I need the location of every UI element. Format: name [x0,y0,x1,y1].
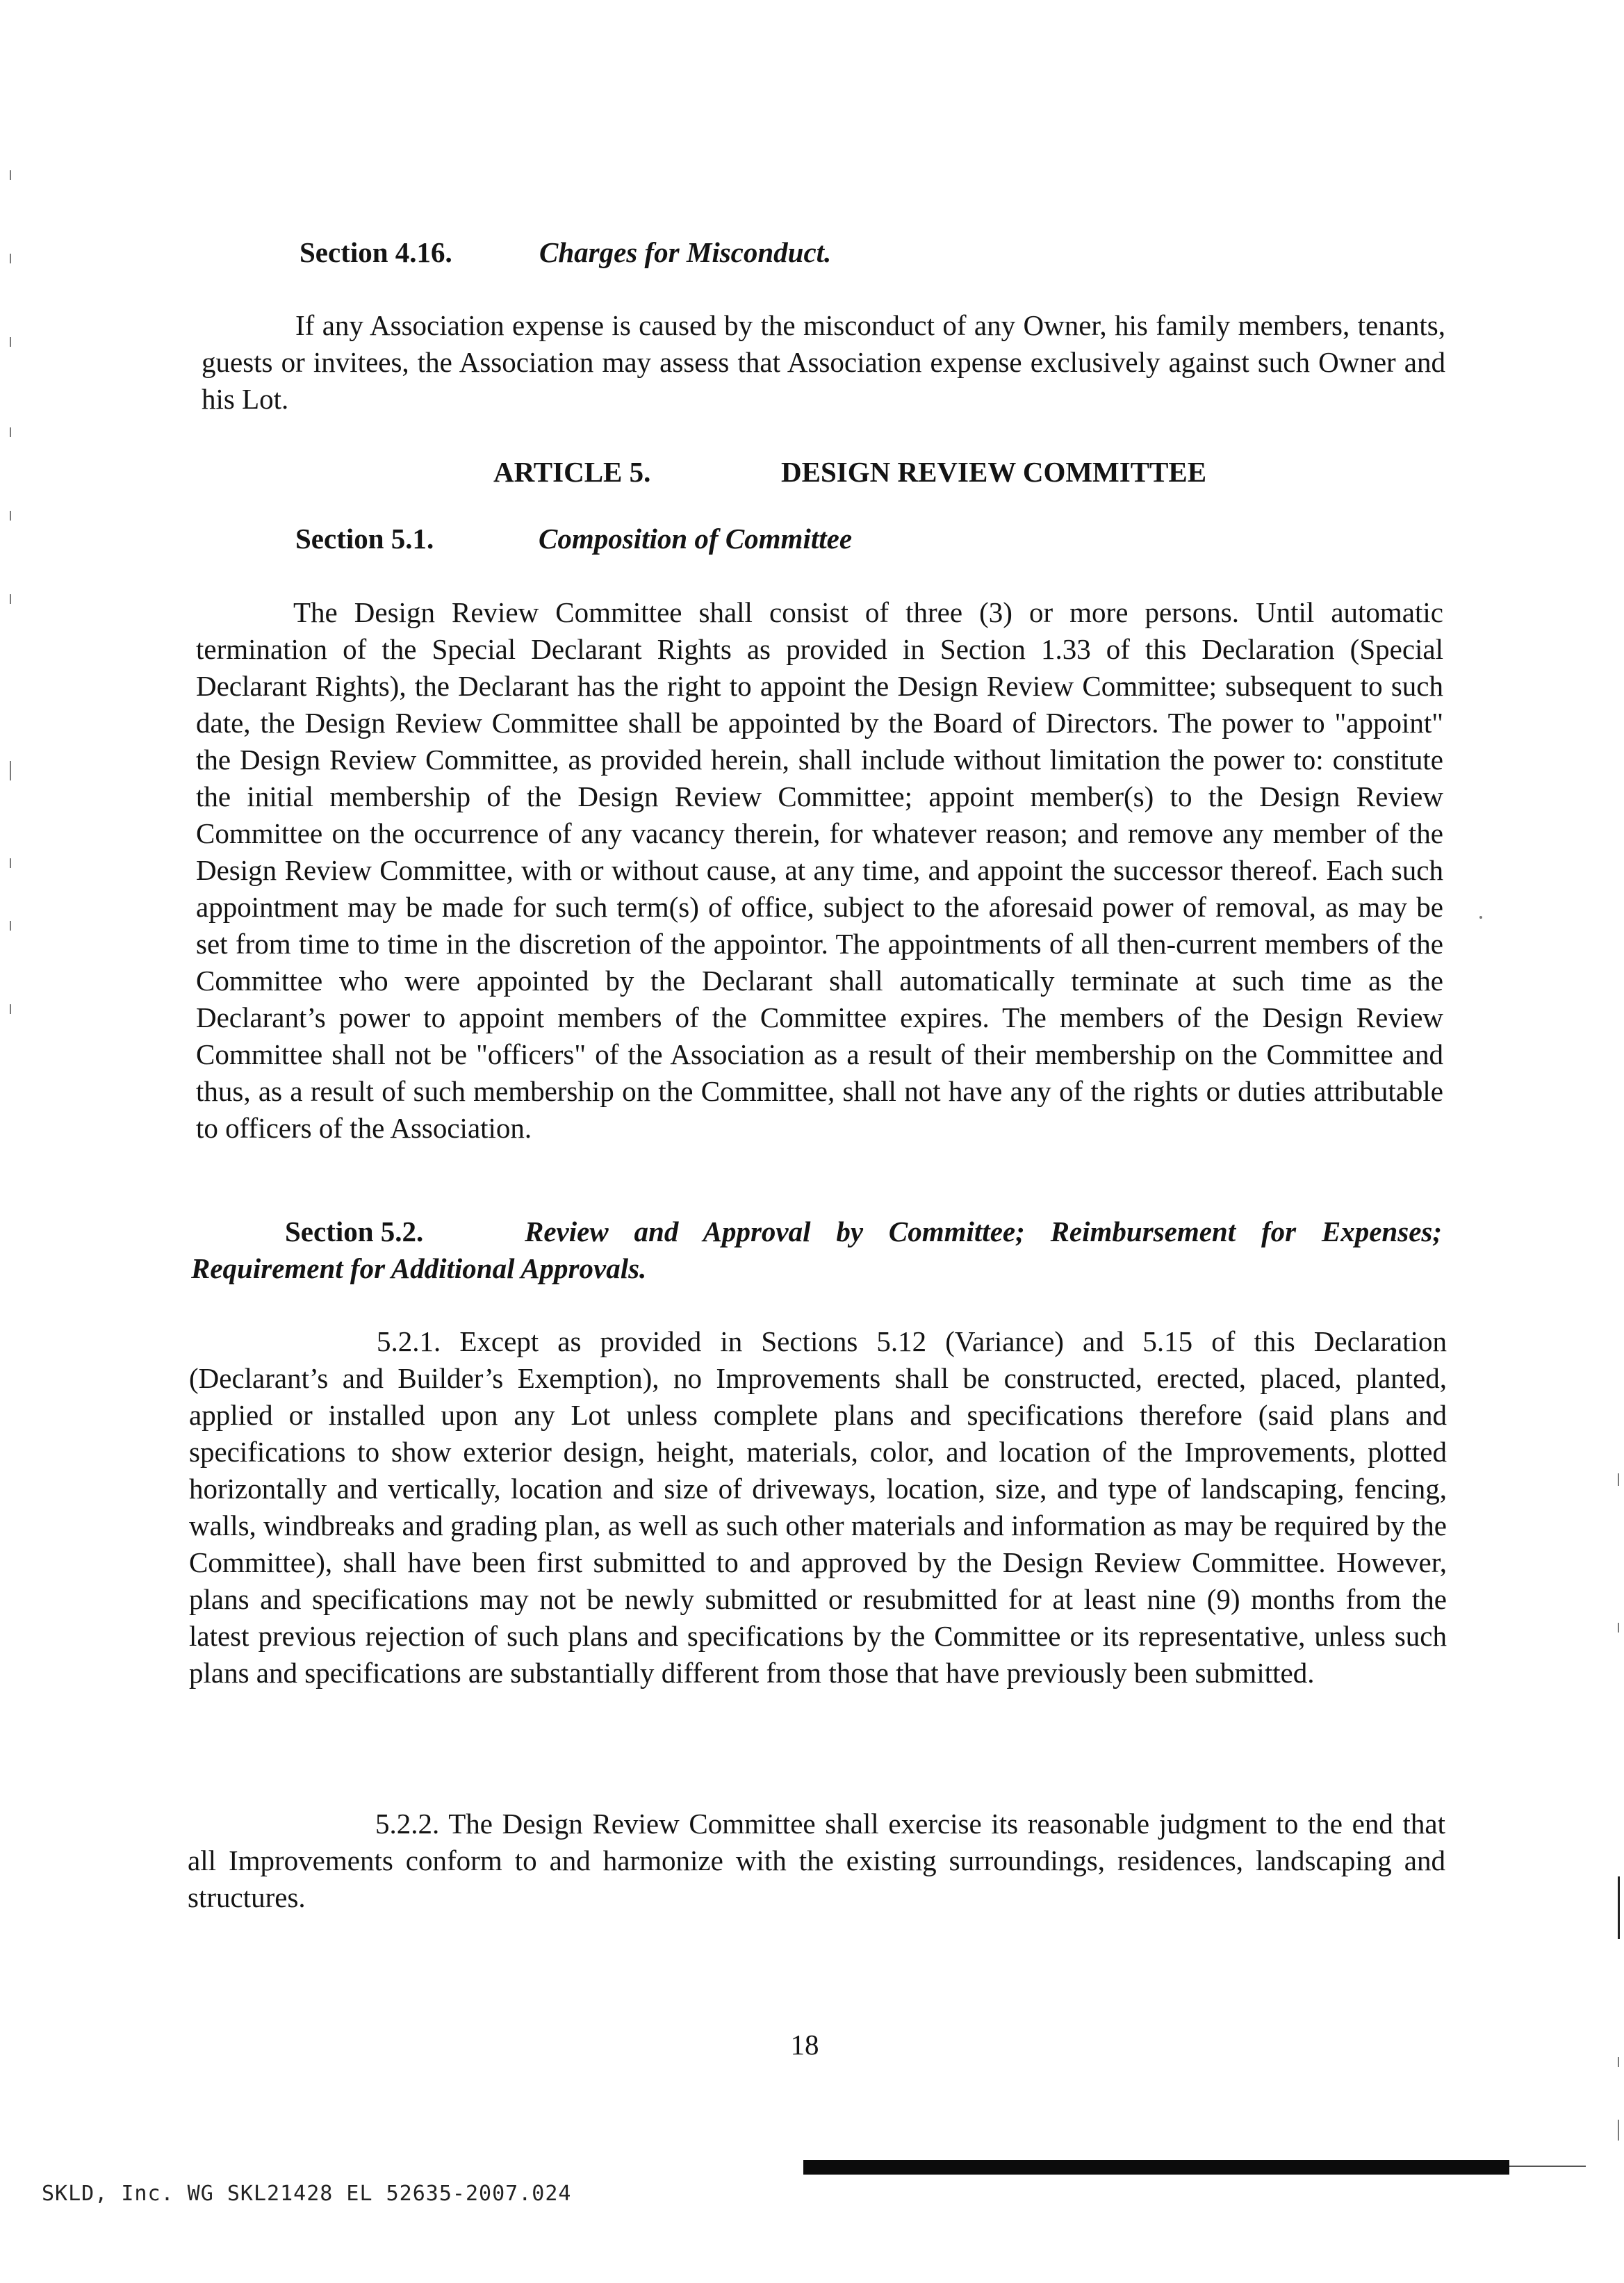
scan-mark [10,858,11,868]
subsection-number: 5.2.2. [375,1808,440,1840]
section-5-1-heading [295,521,853,557]
scan-mark [10,254,11,263]
subsection-number: 5.2.1. [377,1325,441,1357]
document-id: SKLD, Inc. WG SKL21428 EL 52635-2007.024 [42,2182,572,2206]
scan-mark [1618,1876,1620,1939]
section-4-16-heading [300,234,832,271]
scan-line [1509,2166,1586,2167]
scan-mark [1618,1473,1619,1486]
scan-mark [10,921,11,931]
section-5-2-heading [191,1213,1442,1287]
subsection-5-2-1 [189,1323,1447,1692]
article-number: ARTICLE 5. [493,456,651,488]
section-title: Composition of Committee [539,523,853,555]
article-title: DESIGN REVIEW COMMITTEE [781,456,1207,488]
scan-mark [1479,916,1482,919]
subsection-body: Except as provided in Sections 5.12 (Variance) and 5.15 of this Declaration (Declarant’s and Builder’s Exemption), no Improvements shall be constructed, erected, placed, planted, applied or installed upon any Lot unless complete plans and specifications therefore (said plans and specifications to show exterior design, height, materials, color, and location of the Improvements, plotted horizontally and vertically, location and size of driveways, location, size, and type of landscaping, fencing, walls, windbreaks and grading plan, as well as such other materials and information as may be required by the Committee), shall have been first submitted to and approved by the Design Review Committee. However, plans and specifications may not be newly submitted or resubmitted for at least nine (9) months from the latest previous rejection of such plans and specifications by the Committee or its representative, unless such plans and specifications are substantially different from those that have previously been submitted. [189,1325,1447,1689]
section-number: Section 5.2. [285,1216,424,1247]
scan-bar [803,2160,1509,2175]
scan-mark [10,337,11,347]
subsection-body: The Design Review Committee shall exercise its reasonable judgment to the end that all Improvements conform to and harmonize with the existing surroundings, residences, landscaping and structures. [188,1808,1446,1913]
section-title: Charges for Misconduct. [539,236,832,268]
scan-mark [1618,2057,1619,2067]
scan-mark [10,427,11,437]
scan-mark [10,170,11,180]
section-number: Section 4.16. [300,236,452,268]
scan-mark [1618,2120,1619,2141]
section-title: Review and Approval by Committee; Reimbursement for Expenses; Requirement for Additional Approvals. [191,1216,1442,1284]
scan-mark [10,594,11,604]
page-number: 18 [790,2029,819,2061]
scan-mark [10,1004,11,1014]
scan-mark [1618,1623,1619,1633]
scan-mark [10,511,11,521]
scan-mark [10,761,11,780]
article-5-heading [493,454,1207,491]
section-4-16-body: If any Association expense is caused by the misconduct of any Owner, his family members, tenants, guests or invitees, the Association may assess that Association expense exclusively against such Owner and his Lot. [202,309,1445,415]
section-number: Section 5.1. [295,523,434,555]
section-5-1-body: The Design Review Committee shall consist of three (3) or more persons. Until automatic termination of the Special Declarant Rights as provided in Section 1.33 of this Declaration (Special Declarant Rights), the Declarant has the right to appoint the Design Review Committee; subsequent to such date, the Design Review Committee shall be appointed by the Board of Directors. The power to "appoint" the Design Review Committee, as provided herein, shall include without limitation the power to: constitute the initial membership of the Design Review Committee; appoint member(s) to the Design Review Committee on the occurrence of any vacancy therein, for whatever reason; and remove any member of the Design Review Committee, with or without cause, at any time, and appoint the successor thereof. Each such appointment may be made for such term(s) of office, subject to the aforesaid power of removal, as may be set from time to time in the discretion of the appointor. The appointments of all then-current members of the Committee who were appointed by the Declarant shall automatically terminate at such time as the Declarant’s power to appoint members of the Committee expires. The members of the Design Review Committee shall not be "officers" of the Association as a result of their membership on the Committee and thus, as a result of such membership on the Committee, shall not have any of the rights or duties attributable to officers of the Association. [196,596,1443,1144]
subsection-5-2-2 [188,1806,1445,1916]
